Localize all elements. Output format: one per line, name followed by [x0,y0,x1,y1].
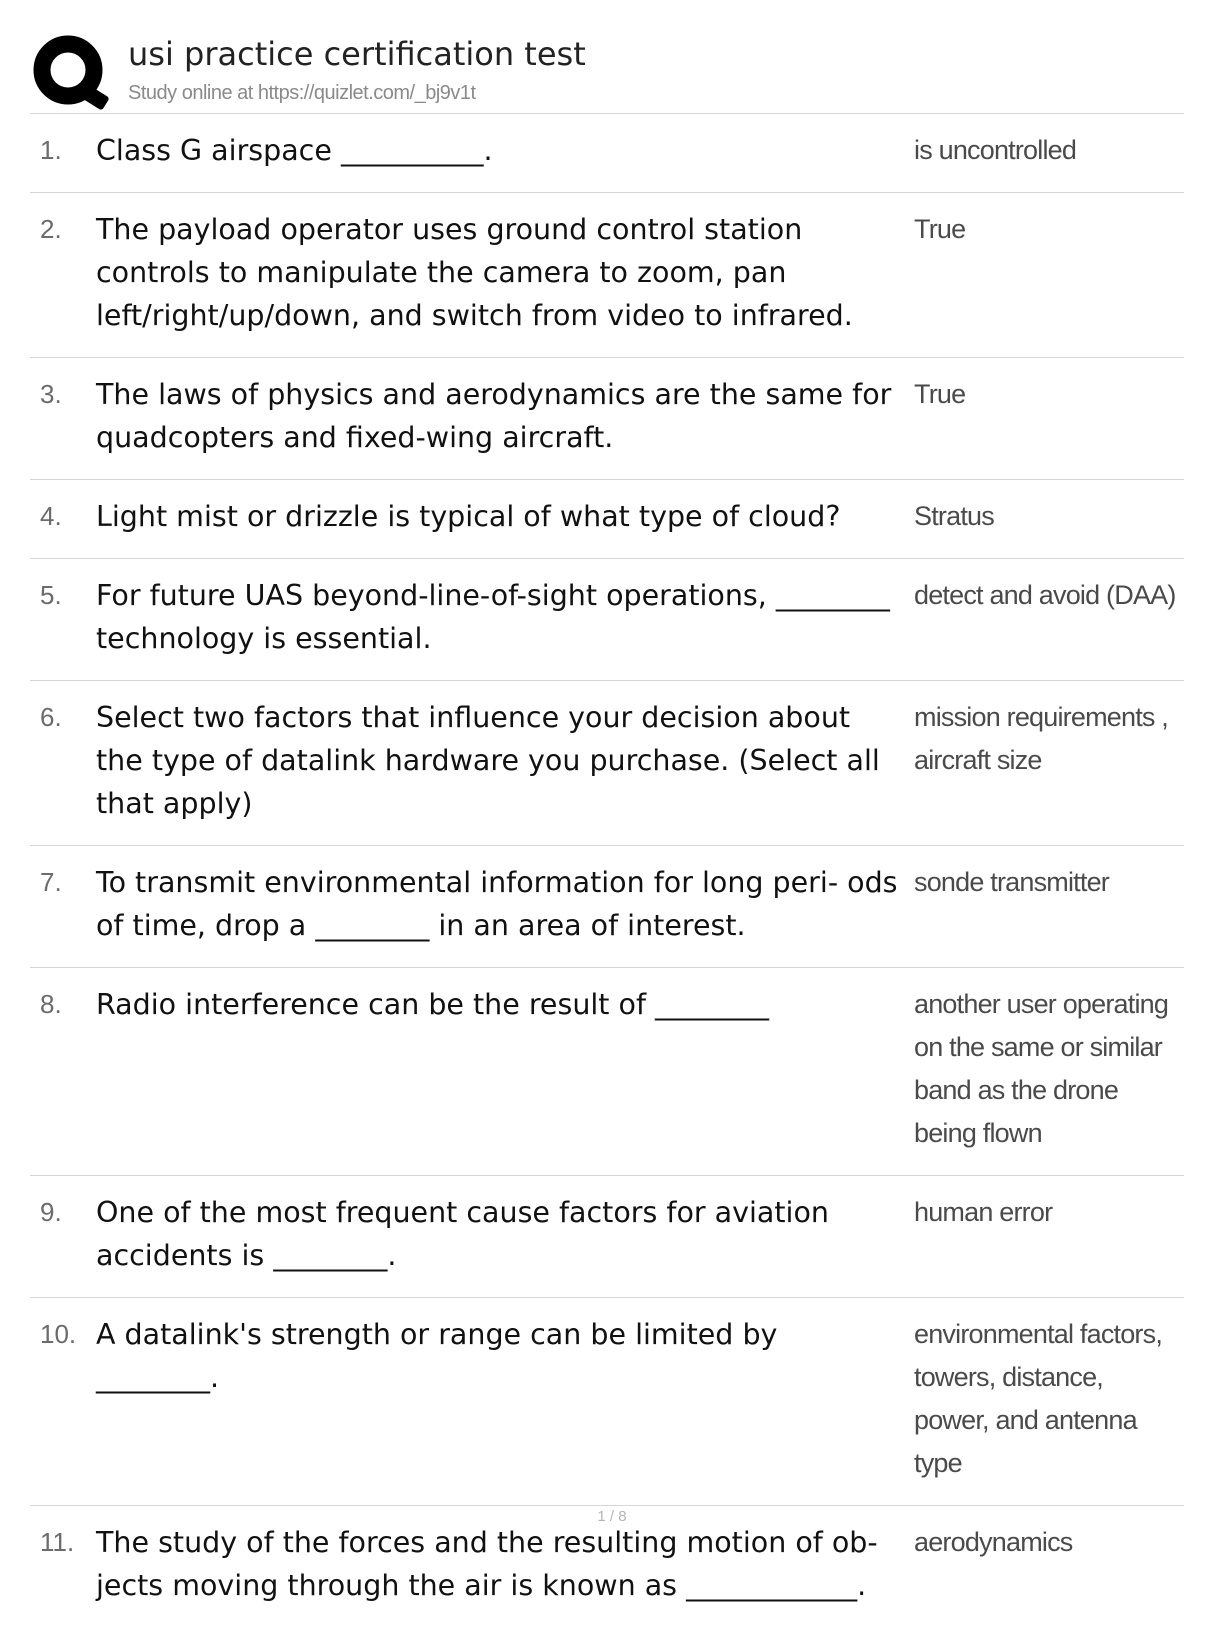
question-number: 9. [40,1197,62,1227]
answer-text: True [914,379,966,409]
qa-row [30,193,1184,358]
question-text: The payload operator uses ground control station controls to manipulate the camera to zoom, pan left/right/up/down, and switch from video to infrared. [96,213,853,332]
question-text: The study of the forces and the resulting motion of ob- jects moving through the air is known as ____________. [96,1526,878,1602]
qa-row [30,559,1184,681]
question-number: 7. [40,867,62,897]
question-text: The laws of physics and aerodynamics are the same for quadcopters and fixed-wing aircraft. [96,378,892,454]
answer-text: aerodynamics [914,1527,1073,1557]
question-number: 3. [40,379,62,409]
answer-text: mission requirements , aircraft size [914,702,1168,775]
question-answer-list [30,113,1184,1627]
question-text: One of the most frequent cause factors for aviation accidents is ________. [96,1196,829,1272]
answer-text: is uncontrolled [914,135,1077,165]
qa-row [30,480,1184,559]
qa-row [30,114,1184,193]
answer-text: sonde transmitter [914,867,1109,897]
answer-text: detect and avoid (DAA) [914,580,1176,610]
answer-text: environmental factors, towers, distance, power, and antenna type [914,1319,1163,1478]
question-number: 5. [40,580,62,610]
question-text: Radio interference can be the result of ________ [96,988,770,1021]
question-number: 10. [40,1319,77,1349]
question-number: 4. [40,501,62,531]
page-header [30,30,1190,114]
answer-text: another user operating on the same or similar band as the drone being flown [914,989,1169,1148]
question-number: 11. [40,1527,75,1557]
qa-row [30,1176,1184,1298]
question-number: 6. [40,702,62,732]
qa-row [30,968,1184,1176]
study-online-link[interactable]: Study online at https://quizlet.com/_bj9v1t [128,82,476,104]
question-text: Class G airspace __________. [96,134,493,167]
question-text: To transmit environmental information for long peri- ods of time, drop a ________ in an area of interest. [96,866,898,942]
qa-row [30,358,1184,480]
qa-row [30,846,1184,968]
page-indicator: 1 / 8 [597,1508,627,1525]
question-text: Select two factors that influence your decision about the type of datalink hardware you purchase. (Select all that apply) [96,701,880,820]
question-text: For future UAS beyond-line-of-sight operations, ________ technology is essential. [96,579,890,655]
question-number: 1. [40,135,62,165]
qa-row [30,1298,1184,1506]
answer-text: human error [914,1197,1053,1227]
question-number: 2. [40,214,62,244]
qa-row [30,681,1184,846]
page-title: usi practice certification test [128,35,586,73]
answer-text: True [914,214,966,244]
answer-text: Stratus [914,501,994,531]
question-number: 8. [40,989,62,1019]
quizlet-logo-icon [32,32,112,112]
question-text: A datalink's strength or range can be limited by ________. [96,1318,778,1394]
question-text: Light mist or drizzle is typical of what type of cloud? [96,500,841,533]
